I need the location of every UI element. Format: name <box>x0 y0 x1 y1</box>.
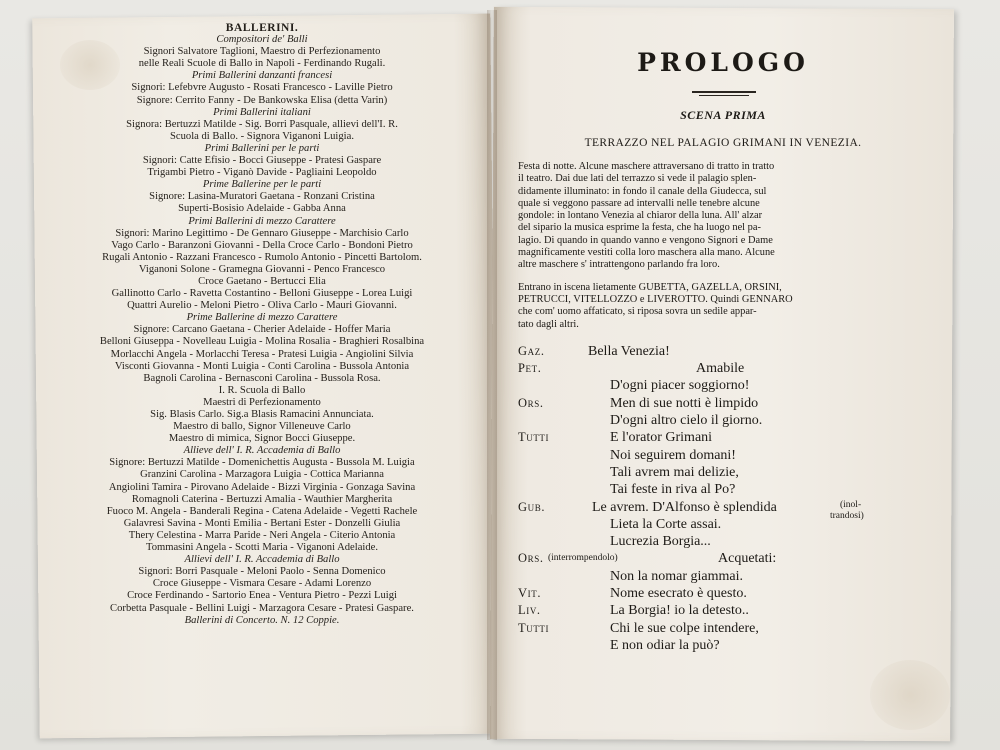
left-page-line: Maestro di ballo, Signor Villeneuve Carlo <box>173 421 351 433</box>
left-page-line: Allieve dell' I. R. Accademia di Ballo <box>183 445 341 457</box>
left-page-line: Maestro di mimica, Signor Bocci Giuseppe. <box>168 433 356 445</box>
verse-row <box>518 516 918 533</box>
speaker-name: Ors. <box>518 395 544 410</box>
verse-row <box>518 620 918 637</box>
right-page-text <box>518 48 918 654</box>
stage-direction-line: quale si veggono passare ad intervalli nelle tenebre alcune <box>518 197 760 209</box>
left-page-line: Galavresi Savina - Monti Emilia - Bertani Ester - Donzelli Giulia <box>123 517 401 529</box>
left-page-line: Gallinotto Carlo - Ravetta Costantino - Belloni Giuseppe - Lorea Luigi <box>111 288 413 300</box>
speaker-name: Liv. <box>518 603 541 618</box>
left-page-line: Visconti Giovanna - Monti Luigia - Conti Carolina - Bussola Antonia <box>114 360 410 372</box>
verse-row <box>518 568 918 585</box>
left-page-line: Quattri Aurelio - Meloni Pietro - Oliva Carlo - Mauri Giovanni. <box>127 300 397 312</box>
left-page-line: Croce Gaetano - Bertucci Elia <box>198 275 326 287</box>
left-page-line: Trigambi Pietro - Viganò Davide - Pagliaini Leopoldo <box>147 167 377 179</box>
left-page-line: Prime Ballerine per le parti <box>202 179 322 191</box>
verse-line: E l'orator Grimani <box>610 430 713 446</box>
stage-note-inoltrandosi-2: trandosi) <box>830 510 864 521</box>
entrance-direction <box>518 282 918 331</box>
entrance-line: tato dagli altri. <box>518 318 579 330</box>
left-page-line: Viganoni Solone - Gramegna Giovanni - Penco Francesco <box>138 263 386 275</box>
stage-direction <box>518 161 918 272</box>
left-page-line: Scuola di Ballo. - Signora Viganoni Luigia. <box>170 130 354 142</box>
left-page-line: Morlacchi Angela - Morlacchi Teresa - Pratesi Luigia - Angiolini Silvia <box>110 348 414 360</box>
left-page-line: Primi Ballerini per le parti <box>204 142 320 154</box>
entrance-line: Entrano in iscena lietamente GUBETTA, GAZELLA, ORSINI, <box>518 281 782 293</box>
verse-row <box>518 602 918 619</box>
verse-row <box>518 550 918 567</box>
verse-line: Tali avrem mai delizie, <box>610 464 739 480</box>
stage-direction-line: magnificamente vestiti colla loro maschera alla mano. Alcune <box>518 247 775 259</box>
left-page-line: Bagnoli Carolina - Bernasconi Carolina - Bussola Rosa. <box>143 372 381 384</box>
stage-direction-line: Festa di notte. Alcune maschere attraversano di tratto in tratto <box>518 161 775 172</box>
left-page-line: Compositori de' Balli <box>216 34 308 46</box>
stage-direction-line: lagio. Di quando in quando vanno e vengono Signori e Dame <box>518 234 773 246</box>
verse-line: Amabile <box>696 361 745 377</box>
left-page-line: Allievi dell' I. R. Accademia di Ballo <box>184 554 340 566</box>
verse-block <box>518 343 918 654</box>
left-page-line: Maestri di Perfezionamento <box>203 396 321 408</box>
verse-line: Tai feste in riva al Po? <box>610 482 736 498</box>
verse-line: Non la nomar giammai. <box>610 568 743 584</box>
verse-row <box>518 395 918 412</box>
left-page-line: Belloni Giuseppa - Novelleau Luigia - Molina Rosalia - Braghieri Rosalbina <box>99 336 425 348</box>
left-page-line: Croce Giuseppe - Vismara Cesare - Adami Lorenzo <box>152 578 372 590</box>
speaker-name: Tutti <box>518 430 550 445</box>
left-page-line: nelle Reali Scuole di Ballo in Napoli - Ferdinando Rugali. <box>138 58 386 70</box>
scene-heading: SCENA PRIMA <box>680 108 766 122</box>
left-page-line: Signori: Catte Efisio - Bocci Giuseppe - Pratesi Gaspare <box>142 155 382 167</box>
book-gutter <box>487 10 497 740</box>
entrance-line: PETRUCCI, VITELLOZZO e LIVEROTTO. Quindi GENNARO <box>518 293 793 305</box>
verse-line: Le avrem. D'Alfonso è splendida <box>592 499 777 515</box>
left-page-line: Signora: Bertuzzi Matilde - Sig. Borri Pasquale, allievi dell'I. R. <box>126 118 398 130</box>
verse-row <box>518 360 918 377</box>
verse-line: Nome esecrato è questo. <box>610 586 747 602</box>
scene-place: TERRAZZO NEL PALAGIO GRIMANI IN VENEZIA. <box>584 137 862 149</box>
verse-row <box>518 377 918 394</box>
stage-note-inoltrandosi: (inol- <box>840 499 862 510</box>
verse-row <box>518 637 918 654</box>
paper-stain <box>870 660 950 730</box>
left-page-line: Tommasini Angela - Scotti Maria - Viganoni Adelaide. <box>145 542 379 554</box>
left-page-line: Romagnoli Caterina - Bertuzzi Amalia - Wauthier Margherita <box>131 493 393 505</box>
left-page-line: Signore: Bertuzzi Matilde - Domenichettis Augusta - Bussola M. Luigia <box>109 457 415 469</box>
verse-row <box>518 412 918 429</box>
left-page-line: Vago Carlo - Baranzoni Giovanni - Della Croce Carlo - Bondoni Pietro <box>111 239 413 251</box>
left-page-line: Signore: Lasina-Muratori Gaetana - Ronzani Cristina <box>149 191 375 203</box>
left-page-line: Croce Ferdinando - Sartorio Enea - Ventura Pietro - Pezzi Luigi <box>127 590 397 602</box>
left-page-line: BALLERINI. <box>225 22 299 34</box>
speaker-name: Tutti <box>518 620 550 635</box>
verse-row <box>518 343 918 360</box>
verse-line: Noi seguirem domani! <box>610 447 736 463</box>
verse-row <box>518 464 918 481</box>
left-page-line: Signori: Borri Pasquale - Meloni Paolo - Senna Domenico <box>138 566 386 578</box>
verse-line: D'ogni altro cielo il giorno. <box>610 413 763 429</box>
left-page-line: Fuoco M. Angela - Banderali Regina - Catena Adelaide - Vegetti Rachele <box>106 505 418 517</box>
left-page-line: Sig. Blasis Carlo. Sig.a Blasis Ramacini Annunciata. <box>150 409 374 420</box>
speaker-name: Pet. <box>518 361 542 376</box>
left-page-line: Primi Ballerini italiani <box>213 106 311 118</box>
left-page-line: Prime Ballerine di mezzo Carattere <box>186 312 338 324</box>
speaker-name: Gaz. <box>518 343 545 358</box>
entrance-line: che com' uomo affaticato, si riposa sovra un sedile appar- <box>518 306 757 318</box>
verse-line: Lucrezia Borgia... <box>610 534 711 550</box>
verse-row <box>518 533 918 550</box>
left-page-line: Rugali Antonio - Razzani Francesco - Rumolo Antonio - Pincetti Bartolom. <box>102 251 422 263</box>
page-title: PROLOGO <box>637 48 809 77</box>
speaker-name: Vit. <box>518 586 542 601</box>
title-rule-thin <box>699 95 749 96</box>
verse-row <box>518 585 918 602</box>
left-page-line: Ballerini di Concerto. N. 12 Coppie. <box>184 614 340 626</box>
left-page-text <box>52 22 472 627</box>
title-rule <box>692 91 756 93</box>
stage-direction-line: del sipario la musica esprime la festa, che ha luogo nel pa- <box>518 222 761 234</box>
left-page-line: Granzini Carolina - Marzagora Luigia - Cottica Marianna <box>140 469 384 481</box>
verse-row <box>518 481 918 498</box>
stage-note-interrompendolo: (interrompendolo) <box>548 552 618 563</box>
left-page-line: Signori Salvatore Taglioni, Maestro di Perfezionamento <box>143 46 381 58</box>
verse-line: Lieta la Corte assai. <box>610 516 722 532</box>
verse-line: La Borgia! io la detesto.. <box>610 603 749 619</box>
speaker-name: Gub. <box>518 499 546 514</box>
verse-line: Acquetati: <box>718 551 777 567</box>
left-page-line: Signori: Marino Legittimo - De Gennaro Giuseppe - Marchisio Carlo <box>115 227 409 239</box>
verse-row <box>518 499 918 516</box>
left-page-line: Signori: Lefebvre Augusto - Rosati Francesco - Laville Pietro <box>131 82 393 94</box>
verse-row <box>518 447 918 464</box>
verse-line: E non odiar la può? <box>610 637 720 653</box>
left-page-line: Signore: Carcano Gaetana - Cherier Adelaide - Hoffer Maria <box>133 324 391 336</box>
left-page-line: Superti-Bosisio Adelaide - Gabba Anna <box>178 203 346 215</box>
stage-direction-line: il teatro. Dai due lati del terrazzo si vede il palagio splen- <box>518 173 757 185</box>
speaker-name: Ors. <box>518 551 544 566</box>
left-page-line: Primi Ballerini danzanti francesi <box>191 70 333 82</box>
verse-line: D'ogni piacer soggiorno! <box>610 378 750 394</box>
left-page-line: Angiolini Tamira - Pirovano Adelaide - Bizzi Virginia - Gonzaga Savina <box>108 481 416 493</box>
verse-line: Bella Venezia! <box>588 343 670 359</box>
stage-direction-line: gondole: in lontano Venezia al chiaror della luna. All' alzar <box>518 210 763 222</box>
verse-row <box>518 429 918 446</box>
stage-direction-line: altre maschere s' intrattengono parlando fra loro. <box>518 259 720 271</box>
verse-line: Chi le sue colpe intendere, <box>610 620 759 636</box>
left-page-line: I. R. Scuola di Ballo <box>218 384 306 396</box>
left-page-line: Signore: Cerrito Fanny - De Bankowska Elisa (detta Varin) <box>136 94 388 106</box>
verse-line: Men di sue notti è limpido <box>610 395 759 411</box>
left-page-line: Thery Celestina - Marra Paride - Neri Angela - Citerio Antonia <box>128 529 396 541</box>
left-page-line: Primi Ballerini di mezzo Carattere <box>188 215 336 227</box>
stage-direction-line: didamente illuminato: in fondo il canale della Giudecca, sul <box>518 185 767 197</box>
left-page-line: Corbetta Pasquale - Bellini Luigi - Marzagora Cesare - Pratesi Gaspare. <box>110 602 414 614</box>
